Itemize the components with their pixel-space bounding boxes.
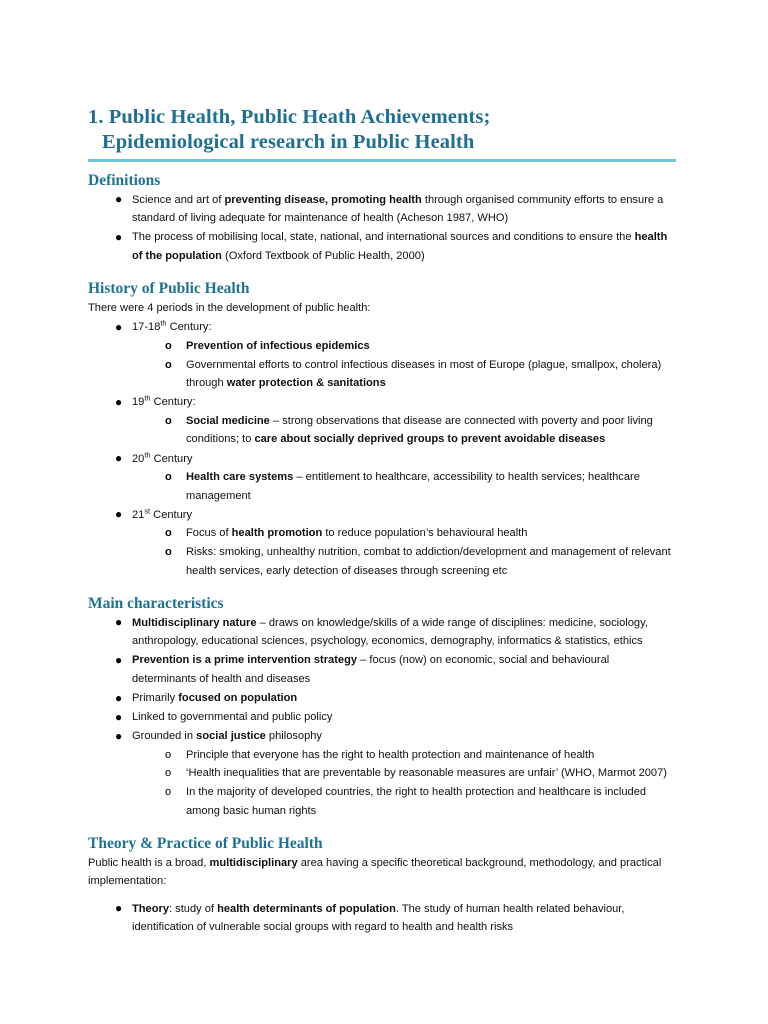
body-text: Linked to governmental and public policy — [132, 711, 333, 724]
section-theory-practice — [88, 834, 676, 937]
disc-bullet-icon: ● — [115, 652, 123, 667]
emphasis-text: health of the population — [132, 231, 668, 262]
section-heading-definitions: Definitions — [88, 171, 161, 189]
section-heading-main-characteristics: Main characteristics — [88, 594, 224, 612]
body-text: – focus (now) on economic, social and behavioural determinants of health and diseases — [132, 654, 610, 685]
body-text: Grounded in — [132, 730, 197, 743]
emphasis-text: focused on population — [178, 692, 298, 705]
emphasis-text: health promotion — [231, 527, 323, 540]
ordinal-suffix: th — [144, 449, 151, 459]
list-item-level-1 — [88, 708, 676, 727]
emphasis-text: care about socially deprived groups to prevent avoidable diseases — [254, 433, 606, 446]
body-text: Science and art of — [132, 193, 225, 206]
emphasis-text: Theory — [132, 902, 169, 915]
body-text: philosophy — [265, 730, 322, 743]
period-label: 21 — [132, 508, 145, 521]
list-item-level-1 — [88, 191, 676, 228]
body-text: Risks: smoking, unhealthy nutrition, combat to addiction/development and management of relevant health services, early detection of diseases through screening etc — [186, 546, 671, 577]
section-main-characteristics — [88, 594, 676, 821]
list-item-level-1 — [88, 727, 676, 820]
body-text: Primarily — [132, 692, 179, 705]
emphasis-text: Multidisciplinary nature — [132, 616, 257, 629]
list-item-level-1 — [88, 651, 676, 688]
spacer — [88, 266, 676, 279]
disc-bullet-icon: ● — [115, 229, 123, 244]
list-item-level-2 — [132, 764, 676, 783]
emphasis-text: Social medicine — [186, 414, 270, 427]
sub-list — [132, 412, 676, 449]
section-definitions — [88, 171, 676, 266]
sub-list — [132, 468, 676, 505]
disc-bullet-icon: ● — [115, 451, 123, 466]
disc-bullet-icon: ● — [115, 901, 123, 916]
ordinal-suffix: st — [144, 506, 151, 516]
page-title-line-2: Epidemiological research in Public Health — [102, 131, 475, 153]
body-text: In the majority of developed countries, the right to health protection and healthcare is included among basic human rights — [186, 786, 647, 817]
period-label: 19 — [132, 396, 145, 409]
circle-bullet-icon: o — [165, 471, 172, 484]
body-text: Focus of — [186, 527, 232, 540]
list-item-level-2 — [132, 746, 676, 765]
list-item-level-2 — [132, 468, 676, 505]
history-periods-list — [88, 318, 676, 580]
list-item-level-2 — [132, 524, 676, 543]
circle-bullet-icon: o — [165, 786, 172, 799]
main-characteristics-list — [88, 614, 676, 821]
circle-bullet-icon: o — [165, 767, 172, 780]
disc-bullet-icon: ● — [115, 394, 123, 409]
sub-list — [132, 337, 676, 393]
body-text: – draws on knowledge/skills of a wide range of disciplines: medicine, sociology, anthropology, educational sciences, psychology, economics, demography, informatics & statistics, ethics — [132, 616, 648, 648]
theory-practice-intro — [88, 854, 676, 891]
list-item-level-1 — [88, 900, 676, 937]
list-item-level-2 — [132, 412, 676, 449]
sub-list — [132, 746, 676, 820]
spacer — [88, 581, 676, 594]
emphasis-text: multidisciplinary — [209, 856, 298, 869]
circle-bullet-icon: o — [165, 414, 172, 427]
emphasis-text: Health care systems — [186, 471, 294, 484]
period-label-suffix: Century: — [150, 396, 196, 409]
body-text: Governmental efforts to control infectious diseases in most of Europe (plague, smallpox, cholera) through — [186, 358, 662, 390]
body-text: The process of mobilising local, state, national, and international sources and conditions to ensure the — [132, 231, 635, 244]
history-intro: There were 4 periods in the development of public health: — [88, 301, 371, 314]
body-text: Principle that everyone has the right to health protection and maintenance of health — [186, 748, 595, 761]
disc-bullet-icon: ● — [115, 690, 123, 705]
emphasis-text: Prevention is a prime intervention strategy — [132, 654, 358, 667]
body-text: – strong observations that disease are connected with poverty and poor living conditions; to — [186, 414, 653, 446]
period-label: 17-18 — [132, 321, 161, 334]
body-text: ‘Health inequalities that are preventable by reasonable measures are unfair’ (WHO, Marmot 2007) — [186, 767, 667, 780]
period-label-suffix: Century — [150, 508, 193, 521]
emphasis-text: preventing disease, promoting health — [224, 193, 422, 206]
body-text: . The study of human health related behaviour, identification of vulnerable social groups with regard to health and health risks — [132, 902, 625, 934]
body-text: to reduce population’s behavioural health — [322, 527, 528, 540]
circle-bullet-icon: o — [165, 748, 172, 761]
section-history — [88, 279, 676, 580]
body-text: area having a specific theoretical background, methodology, and practical implementation: — [88, 856, 662, 888]
spacer — [88, 892, 676, 900]
circle-bullet-icon: o — [165, 339, 172, 352]
circle-bullet-icon: o — [165, 546, 172, 558]
list-item-level-1 — [88, 506, 676, 580]
disc-bullet-icon: ● — [115, 615, 123, 630]
disc-bullet-icon: ● — [115, 507, 123, 522]
list-item-level-1 — [88, 228, 676, 265]
list-item-level-1 — [88, 450, 676, 506]
disc-bullet-icon: ● — [115, 319, 123, 334]
ordinal-suffix: th — [160, 318, 167, 328]
emphasis-text: Prevention of infectious epidemics — [186, 339, 370, 352]
sub-list — [132, 524, 676, 580]
body-text: (Oxford Textbook of Public Health, 2000) — [221, 249, 425, 262]
emphasis-text: social justice — [196, 730, 266, 743]
body-text: through organised community efforts to ensure a standard of living adequate for maintenance of health (Acheson 1987, WHO) — [132, 193, 664, 225]
list-item-level-1 — [88, 614, 676, 651]
spacer — [88, 821, 676, 834]
section-heading-theory-practice: Theory & Practice of Public Health — [88, 834, 323, 852]
definitions-list — [88, 191, 676, 266]
circle-bullet-icon: o — [165, 358, 172, 371]
list-item-level-2 — [132, 783, 676, 820]
page-title — [88, 105, 676, 155]
page-title-line-1: 1. Public Health, Public Heath Achievements; — [88, 106, 491, 128]
disc-bullet-icon: ● — [115, 709, 123, 724]
body-text: Public health is a broad, — [88, 856, 210, 869]
section-heading-history: History of Public Health — [88, 279, 250, 297]
body-text: : study of — [169, 902, 218, 915]
emphasis-text: water protection & sanitations — [226, 377, 386, 390]
list-item-level-1 — [88, 393, 676, 449]
body-text: – entitlement to healthcare, accessibility to health services; healthcare management — [186, 471, 640, 502]
theory-practice-list — [88, 900, 676, 937]
period-label-suffix: Century — [150, 452, 193, 465]
period-label-suffix: Century: — [166, 321, 212, 334]
circle-bullet-icon: o — [165, 527, 172, 540]
disc-bullet-icon: ● — [115, 728, 123, 743]
list-item-level-1 — [88, 318, 676, 392]
list-item-level-2 — [132, 337, 676, 356]
ordinal-suffix: th — [144, 393, 151, 403]
list-item-level-1 — [88, 689, 676, 708]
period-label: 20 — [132, 452, 145, 465]
emphasis-text: health determinants of population — [217, 902, 396, 915]
list-item-level-2 — [132, 356, 676, 393]
title-divider — [88, 159, 676, 162]
disc-bullet-icon: ● — [115, 192, 123, 206]
list-item-level-2 — [132, 543, 676, 580]
